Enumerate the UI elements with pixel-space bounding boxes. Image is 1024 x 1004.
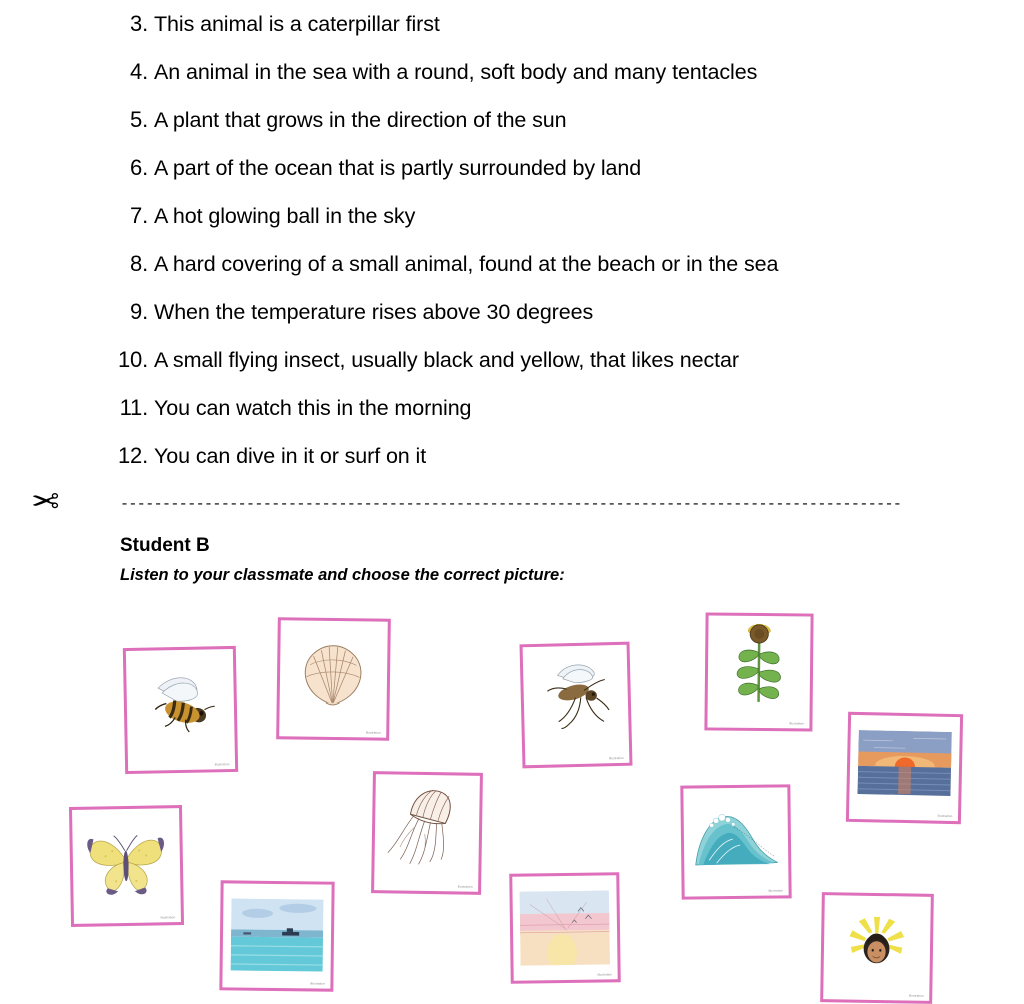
card-caption: illustration <box>609 756 625 761</box>
clue-text: You can watch this in the morning <box>154 396 472 420</box>
card-caption: illustration <box>160 915 176 920</box>
clue-number: 9. <box>130 299 148 324</box>
picture-card-wave[interactable] <box>680 784 791 899</box>
picture-card-jellyfish[interactable] <box>371 771 483 895</box>
card-caption: illustration <box>909 993 924 998</box>
sunflower-illustration <box>715 623 804 707</box>
bee-illustration <box>134 658 228 749</box>
jellyfish-illustration <box>382 782 473 869</box>
bay-illustration <box>230 898 324 972</box>
clue-number: 7. <box>130 203 148 228</box>
dashed-cut-line: --------------------------------------------------------------------------------------------- <box>120 496 902 513</box>
sunrise-illustration <box>520 890 610 966</box>
card-caption: illustration <box>366 730 381 735</box>
clue-number: 10. <box>118 347 148 372</box>
card-caption: illustration <box>789 721 805 726</box>
clue-number: 3. <box>130 11 148 36</box>
clue-text: A small flying insect, usually black and yellow, that likes nectar <box>154 348 739 372</box>
clue-text: When the temperature rises above 30 degrees <box>154 300 594 324</box>
picture-card-sunset-sea[interactable] <box>846 712 963 824</box>
card-caption: illustration <box>597 972 613 977</box>
sunset-sea-illustration <box>857 730 952 796</box>
clue-number: 11. <box>119 395 148 420</box>
card-caption: illustration <box>458 884 473 889</box>
sun-illustration <box>831 906 923 989</box>
picture-card-bay[interactable] <box>219 880 334 991</box>
card-caption: illustration <box>214 762 230 767</box>
picture-card-sunrise[interactable] <box>509 872 621 984</box>
student-b-instruction: Listen to your classmate and choose the correct picture: <box>120 566 565 584</box>
picture-card-sunflower[interactable] <box>704 612 813 731</box>
clue-number: 6. <box>130 155 148 180</box>
scissors-icon: ✂ <box>31 483 60 521</box>
clue-text: A hot glowing ball in the sky <box>154 204 416 228</box>
clue-number: 12. <box>118 443 148 468</box>
clue-text: This animal is a caterpillar first <box>154 12 440 36</box>
clue-text: An animal in the sea with a round, soft body and many tentacles <box>154 60 758 84</box>
clue-text: A part of the ocean that is partly surrounded by land <box>154 156 642 180</box>
card-caption: illustration <box>310 981 326 986</box>
clue-number: 5. <box>130 107 148 132</box>
card-caption: illustration <box>768 888 784 893</box>
clue-number: 8. <box>130 251 148 276</box>
wave-illustration <box>691 805 781 877</box>
shell-illustration <box>287 628 380 715</box>
mosquito-illustration <box>530 653 622 742</box>
clue-number: 4. <box>130 59 148 84</box>
clue-text: A hard covering of a small animal, found at the beach or in the sea <box>154 252 779 276</box>
clue-text: A plant that grows in the direction of the sun <box>154 108 567 132</box>
clue-text: You can dive in it or surf on it <box>154 444 427 468</box>
picture-card-butterfly[interactable] <box>69 805 184 927</box>
card-caption: illustration <box>937 814 953 819</box>
butterfly-illustration <box>80 816 173 902</box>
picture-card-bee[interactable] <box>123 646 238 774</box>
student-b-heading: Student B <box>120 535 210 556</box>
picture-card-shell[interactable] <box>276 617 391 741</box>
picture-card-mosquito[interactable] <box>520 642 633 769</box>
picture-card-sun[interactable] <box>820 892 934 1004</box>
